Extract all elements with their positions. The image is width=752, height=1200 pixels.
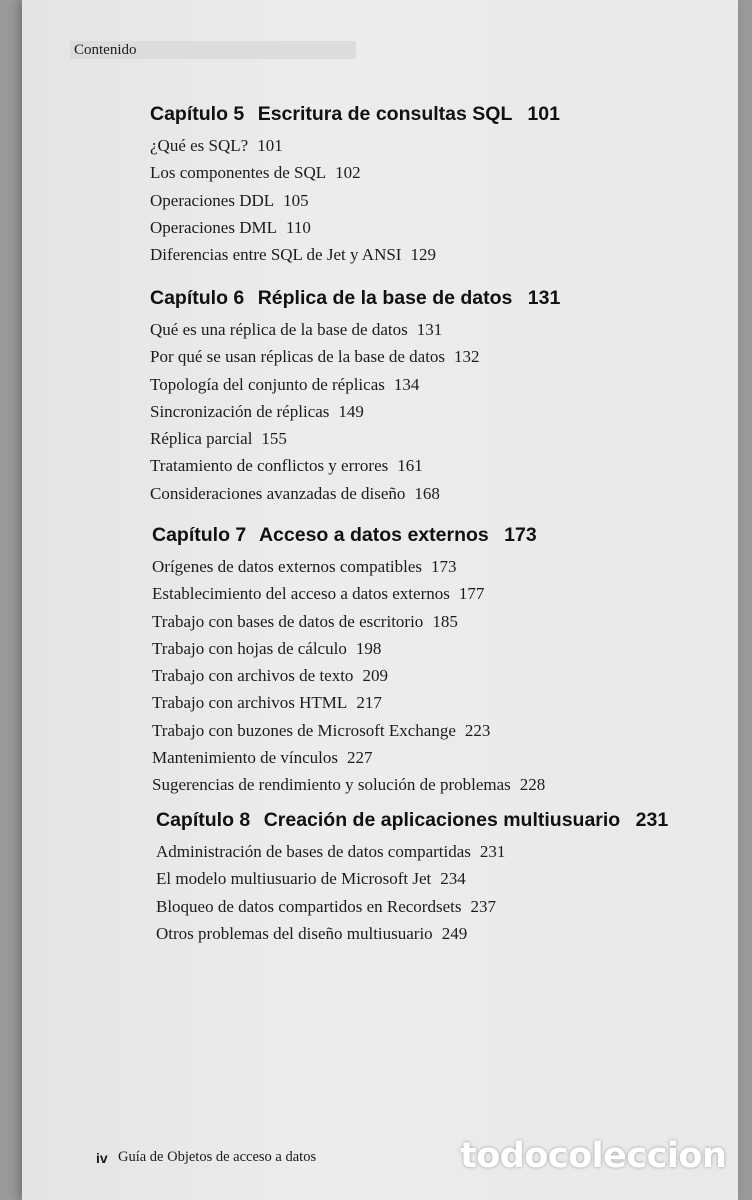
toc-entry: [156, 893, 668, 920]
entry-page: 177: [458, 584, 485, 604]
entry-title: Trabajo con buzones de Microsoft Exchange: [152, 720, 456, 740]
toc-entry: [150, 159, 560, 186]
entry-page: 161: [397, 456, 423, 476]
entry-page: 227: [347, 748, 373, 768]
book-page: [22, 0, 738, 1200]
chapter-page: 231: [635, 809, 669, 831]
toc-entry: [152, 717, 545, 744]
entry-page: 223: [464, 720, 491, 740]
toc-entry: [150, 214, 560, 241]
entry-page: 217: [356, 693, 382, 713]
entry-title: ¿Qué es SQL?: [150, 136, 249, 155]
entry-title: Establecimiento del acceso a datos externos: [152, 584, 450, 604]
chapter-title: Acceso a datos externos: [258, 524, 489, 546]
toc-entry: [152, 771, 545, 798]
toc-entry: [152, 662, 545, 689]
entry-title: Mantenimiento de vínculos: [152, 748, 339, 768]
entry-page: 234: [440, 869, 466, 889]
chapter-heading: [152, 524, 545, 547]
toc-entry: [152, 635, 545, 662]
entry-title: Trabajo con hojas de cálculo: [152, 638, 347, 658]
entry-title: Operaciones DDL: [150, 190, 275, 210]
chapter-page: 101: [527, 103, 560, 125]
entry-page: 237: [470, 896, 496, 916]
chapter-title: Réplica de la base de datos: [257, 287, 513, 309]
entry-page: 110: [286, 217, 311, 237]
entry-page: 209: [362, 666, 388, 686]
entry-page: 101: [257, 136, 283, 155]
entry-title: Consideraciones avanzadas de diseño: [150, 483, 406, 503]
running-footer: Guía de Objetos de acceso a datos: [118, 1149, 317, 1165]
toc-entry: [150, 343, 560, 370]
entry-page: 173: [431, 557, 457, 576]
chapter-page: 131: [527, 287, 561, 309]
entry-title: El modelo multiusuario de Microsoft Jet: [156, 869, 432, 889]
toc-entry: [156, 865, 668, 892]
entry-title: Diferencias entre SQL de Jet y ANSI: [150, 245, 402, 265]
toc-entry: [150, 398, 560, 425]
entry-title: Réplica parcial: [150, 429, 253, 449]
toc-entry: [150, 316, 560, 343]
chapter-heading: [150, 287, 560, 310]
chapter-title: Creación de aplicaciones multiusuario: [263, 809, 621, 831]
toc-entry: [150, 425, 560, 452]
entry-title: Administración de bases de datos compartidas: [156, 842, 471, 861]
entry-page: 102: [335, 163, 361, 183]
entry-title: Topología del conjunto de réplicas: [150, 374, 385, 394]
toc-entry: [152, 553, 545, 580]
entry-title: Bloqueo de datos compartidos en Recordsets: [156, 896, 462, 916]
toc-entry: [150, 132, 560, 159]
entry-page: 185: [432, 611, 458, 631]
toc-entry: [150, 187, 560, 214]
entry-page: 249: [441, 923, 468, 943]
entry-page: 231: [479, 842, 506, 861]
entry-title: Orígenes de datos externos compatibles: [152, 557, 423, 576]
chapter-title: Escritura de consultas SQL: [257, 103, 512, 125]
watermark-logo: todocoleccion: [460, 1136, 727, 1176]
entry-title: Trabajo con bases de datos de escritorio: [152, 611, 424, 631]
chapter-heading: [150, 103, 560, 126]
running-header: Contenido: [74, 42, 137, 58]
entry-title: Sugerencias de rendimiento y solución de problemas: [152, 775, 511, 795]
page-number: iv: [96, 1150, 108, 1166]
entry-page: 228: [519, 775, 546, 795]
entry-page: 198: [355, 638, 382, 658]
entry-page: 131: [416, 320, 443, 339]
entry-page: 155: [261, 429, 287, 449]
chapter-7: [152, 524, 545, 799]
toc-entry: [152, 689, 545, 716]
toc-entry: [152, 580, 545, 607]
chapter-heading: [156, 809, 668, 832]
chapter-8: [156, 809, 668, 947]
entry-title: Otros problemas del diseño multiusuario: [156, 923, 433, 943]
entry-page: 149: [338, 401, 364, 421]
chapter-page: 173: [504, 524, 537, 546]
chapter-number: Capítulo 7: [152, 524, 247, 546]
entry-title: Trabajo con archivos de texto: [152, 666, 354, 686]
entry-page: 129: [410, 245, 436, 265]
entry-page: 105: [283, 190, 309, 210]
chapter-6: [150, 287, 560, 507]
toc-entry: [152, 608, 545, 635]
entry-page: 134: [393, 374, 420, 394]
entry-title: Qué es una réplica de la base de datos: [150, 320, 408, 339]
toc-entry: [156, 920, 668, 947]
entry-title: Los componentes de SQL: [150, 163, 327, 183]
chapter-number: Capítulo 8: [156, 809, 251, 831]
entry-title: Operaciones DML: [150, 217, 277, 237]
toc-entry: [150, 371, 560, 398]
chapter-number: Capítulo 6: [150, 287, 245, 309]
toc-entry: [156, 838, 668, 865]
toc-entry: [152, 744, 545, 771]
entry-title: Sincronización de réplicas: [150, 401, 330, 421]
entry-title: Por qué se usan réplicas de la base de datos: [150, 347, 446, 367]
chapter-5: [150, 103, 560, 268]
toc-entry: [150, 480, 560, 507]
toc-entry: [150, 452, 560, 479]
entry-title: Trabajo con archivos HTML: [152, 693, 348, 713]
entry-page: 132: [454, 347, 480, 367]
toc-entry: [150, 241, 560, 268]
entry-title: Tratamiento de conflictos y errores: [150, 456, 389, 476]
entry-page: 168: [414, 483, 440, 503]
chapter-number: Capítulo 5: [150, 103, 245, 125]
